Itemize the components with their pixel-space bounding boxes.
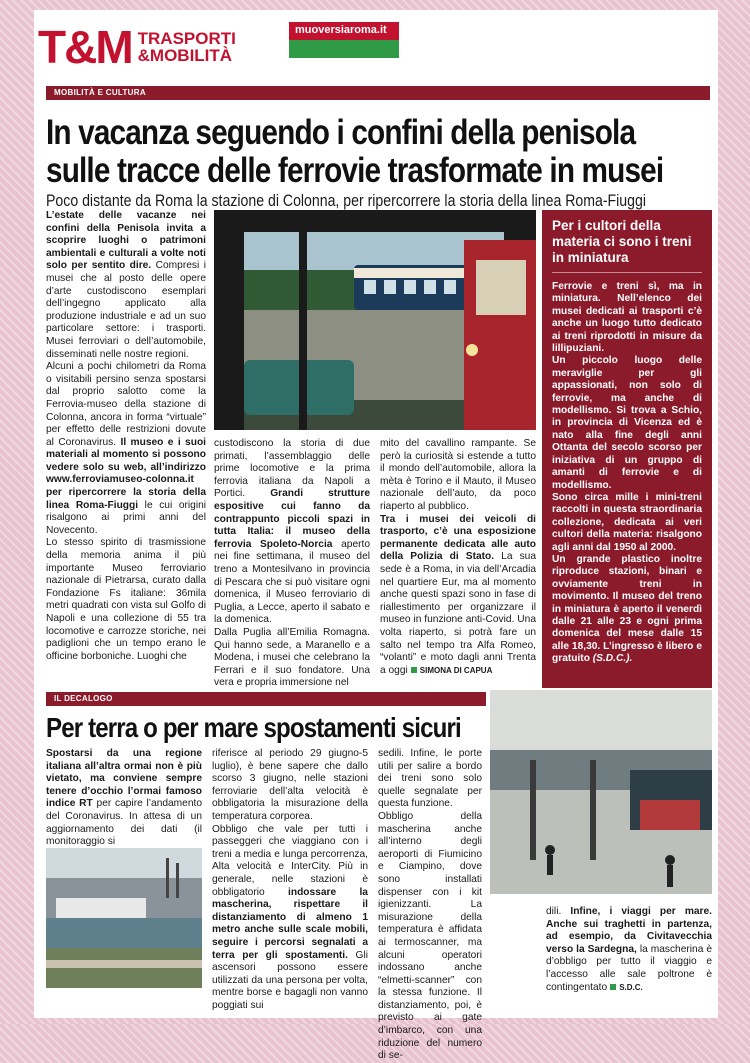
body-text: dili. <box>546 906 571 917</box>
body-text: la mascherina è d’obbligo per tutto il viaggio e l’accesso alle sale poltrone è contingentato <box>546 943 712 993</box>
airport-illustration <box>490 690 712 894</box>
body-text: Alcuni a pochi chilometri da Roma o visitabili persino senza spostarsi dal proprio salotto come la Ferrovia-museo della stazione di Colonna, ancora in forma “virtuale” per effetto delle restrizioni dovute al Coronavirus. <box>46 361 206 448</box>
author-signature: SIMONA DI CAPUA <box>408 666 493 675</box>
body-text: Dalla Puglia all’Emilia Romagna. Qui hanno sede, a Maranello e a Modena, i musei che celebrano la Ferrari e il suo fondatore. Una vera e propria immersione nel <box>214 626 370 689</box>
lead-text: L’estate delle vacanze nei confini della Penisola invita a scoprire luoghi o patrimoni ambientali e culturali a volte noti solo per sentito dire. <box>46 210 206 272</box>
author-signature: S.D.C. <box>607 983 643 992</box>
body-text: La sua sede è a Roma, in via dell’Arcadia nel quartiere Eur, ma al momento anche questi spazi sono in fase di riallestimento per organizzare il museo in funzione anti-Covid. Una volta riaperto, si potrà fare un salto nel tempo tra Alfa Romeo, “volanti” e moto dagli anni Trenta a oggi <box>380 551 536 676</box>
masthead <box>34 10 718 82</box>
body-text: sedili. Infine, le porte utili per salire a bordo dei treni sono solo quelle segnalate per questa funzione. <box>378 748 482 810</box>
body-text: mito del cavallino rampante. Se però la curiosità si estende a tutto il mondo dell’automobile, allora la mèta è Torino e il Mauto, il Museo nazionale dell’auto, da poco riaperto al pubblico. <box>380 438 536 512</box>
train-museum-photo <box>214 210 536 430</box>
logo-line-2: &MOBILITÀ <box>137 46 233 65</box>
sidebar-body <box>552 281 702 666</box>
article-column-3 <box>380 438 536 677</box>
page-title <box>46 114 718 190</box>
body-text: custodiscono la storia di due primati, l’assemblaggio delle prime locomotive e la prima ferrovia italiana da Napoli a Portici. <box>214 438 370 500</box>
body-bold: Infine, i viaggi per mare. Anche sui traghetti in partenza, ad esempio, da Civitavecchia verso la Sardegna, <box>546 906 712 955</box>
logo-mark: T&M <box>38 21 132 73</box>
section-label: MOBILITÀ E CULTURA <box>46 86 710 100</box>
site-flag-decoration <box>289 40 399 58</box>
body-text: aperto nei fine settimana, il museo del treno a Montesilvano in provincia di Pescara che si può visitare ogni domenica, il Museo ferroviario di Puglia, a Lecce, aperto il sabato e la domenica. <box>214 538 370 626</box>
sidebar-signature: (S.D.C.). <box>592 653 633 665</box>
body-text: Obbligo che vale per tutti i passeggeri che viaggiano con i treni a media e lunga percorrenza, Alta velocità e InterCity. Più in generale, nelle stazioni è obbligatorio <box>212 823 368 898</box>
logo-line-1: TRASPORTI <box>137 29 236 48</box>
train-photo-illustration <box>214 210 536 430</box>
body-text: Obbligo della mascherina anche all’interno degli aeroporti di Fiumicino e Ciampino, dove sono installati dispenser con i kit igienizzanti. La misurazione della temperatura è affidata ai termoscanner, ma alcuni operatori indossano anche “elmetti-scanner” con la stessa funzione. Il distanziamento, poi, è previsto ai gate d’imbarco, con una riduzione del numero di se- <box>378 810 482 1062</box>
sidebar-paragraph: Un piccolo luogo delle meraviglie per gli appassionati, non solo di ferrovie, ma anche di modellismo. Si trova a Schio, in provincia di Vicenza ed è nato alla fine degli anni Ottanta del secolo scorso per iniziativa di un gruppo di amanti di ferrovie e di modellismo. <box>552 355 702 491</box>
body-bold: Tra i musei dei veicoli di trasporto, c’è una esposizione permanente dedicata alle auto della Polizia di Stato. <box>380 513 536 563</box>
logo <box>38 20 278 74</box>
body-text: Compresi i musei che al posto delle opere d’arte custodiscono esemplari dell’ingegno applicato alla produzione industriale e ad un suo particolare settore: i trasporti. Musei ferroviari o dell’automobile, disseminati nelle nostre regioni. <box>46 260 206 360</box>
harbour-photo <box>46 848 202 988</box>
sidebar-paragraph: Un grande plastico inoltre riproduce stazioni, binari e ovviamente treni in movimento. Il museo del treno in miniatura è aperto il venerdì dalle 21 alle 23 e ogni prima domenica del mese dalle 15 alle 18,30. L’ingresso è libero e gratuito <box>552 553 702 665</box>
body-text: le cui origini risalgono ai primi anni del Novecento. <box>46 499 207 536</box>
article-column-2 <box>214 438 370 690</box>
article2-column-3 <box>378 748 482 1063</box>
article2-column-2 <box>212 748 368 1012</box>
subheadline: Poco distante da Roma la stazione di Colonna, per ripercorrere la storia della linea Roma-Fiuggi <box>46 191 646 210</box>
sidebar-box <box>542 210 712 688</box>
sidebar-title: Per i cultori della materia ci sono i treni in miniatura <box>552 218 702 273</box>
body-text: Gli ascensori possono essere utilizzati da una persona per volta, mentre borse e bagagli non vanno poggiati sui <box>212 949 368 1011</box>
section-label-2: IL DECALOGO <box>46 692 486 706</box>
body-text: Lo stesso spirito di trasmissione della memoria anima il più importante Museo ferroviario nazionale di Pietrarsa, curato dalla Fondazione Fs italiane: 36mila metri quadrati con vista sul Golfo di Napoli e una collezione di 55 tra locomotive e carrozze storiche, nei padiglioni che un tempo erano le officine borboniche. Luoghi che <box>46 537 206 662</box>
article-column-1 <box>46 210 206 663</box>
body-text: riferisce al periodo 29 giugno-5 luglio), è bene sapere che dallo scorso 3 giugno, nelle stazioni ferroviarie dell’alta velocità è obbligatoria la misurazione della temperatura corporea. <box>212 748 368 822</box>
airport-photo <box>490 690 712 894</box>
article2-column-1 <box>46 748 202 849</box>
body-bold: Il museo e i suoi materiali al momento si possono vedere solo su web, all’indirizzo www.ferroviamuseo-colonna.it per ripercorrere la storia della linea Roma-Fiuggi <box>46 436 207 511</box>
headline-line-1: In vacanza seguendo i confini della penisola <box>46 113 636 152</box>
headline-2: Per terra o per mare spostamenti sicuri <box>46 712 461 743</box>
body-bold: indossare la mascherina, rispettare il distanziamento di almeno 1 metro anche sulle scale mobili, seguire i percorsi segnalati a terra per gli spostamenti. <box>212 886 368 961</box>
site-url[interactable]: muoversiaroma.it <box>289 22 399 40</box>
logo-text <box>138 30 236 64</box>
magazine-page <box>34 10 718 1062</box>
body-text: per capire l’andamento del Coronavirus. In attesa di un aggiornamento dei dati (il monitoraggio si <box>46 798 203 848</box>
body-bold: Grandi strutture espositive cui fanno da contrappunto piccoli spazi in tutta Italia: il museo della ferrovia Spoleto-Norcia <box>214 488 371 550</box>
lead-text: Spostarsi da una regione italiana all’altra ormai non è più vietato, ma conviene sempre tenere d’occhio l’ormai famoso indice RT <box>46 748 202 810</box>
headline-line-2: sulle tracce delle ferrovie trasformate in musei <box>46 151 664 190</box>
article2-column-4 <box>546 906 712 994</box>
sidebar-paragraph: Sono circa mille i mini-treni raccolti in questa straordinaria collezione, dedicata ai veri cultori della materia: risalgono agli anni dal 1950 al 2000. <box>552 491 702 553</box>
sidebar-paragraph: Ferrovie e treni sì, ma in miniatura. Nell’elenco dei musei dedicati ai trasporti c’è anche un luogo tutto dedicato ai treni riprodotti in misure da lillipuziani. <box>552 281 702 355</box>
harbour-illustration <box>46 848 202 988</box>
